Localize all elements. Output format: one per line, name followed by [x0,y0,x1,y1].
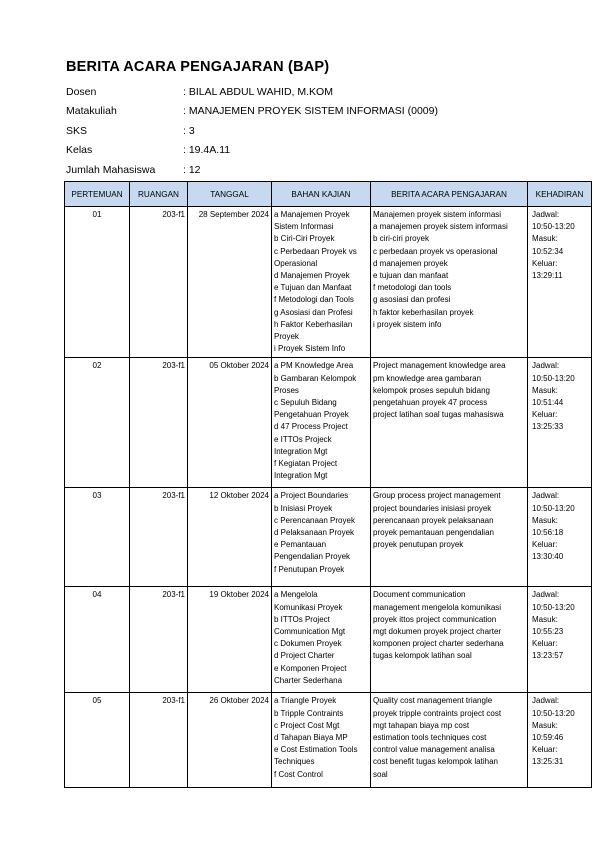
cell-bahan-kajian-line: e Komponen Project [274,663,347,673]
cell-berita-acara-line: proyek tripple contraints project cost [373,708,502,718]
cell-bahan-kajian-line: e ITTOs Projeck [274,434,332,444]
cell-kehadiran [528,693,592,788]
info-value: : BILAL ABDUL WAHID, M.KOM [183,85,333,98]
info-label: Dosen [66,85,97,98]
cell-bahan-kajian-line: g Asosiasi dan Profesi [274,307,353,317]
info-value: : 12 [183,163,201,176]
cell-kehadiran [528,207,592,358]
cell-kehadiran-line: 10:50-13:20 [532,503,575,513]
cell-bahan-kajian-line: f Metodologi dan Tools [274,295,354,305]
cell-berita-acara [371,488,528,587]
info-value: : MANAJEMEN PROYEK SISTEM INFORMASI (0009) [183,105,438,118]
cell-pertemuan: 02 [65,358,130,488]
cell-bahan-kajian-line: Techniques [274,757,315,767]
cell-berita-acara-line: perencanaan proyek pelaksanaan [373,515,494,525]
table-body [65,207,592,788]
cell-bahan-kajian-line: a PM Knowledge Area [274,361,354,371]
info-row-jumlah-mahasiswa [66,160,438,180]
info-label: Kelas [66,144,93,157]
cell-bahan-kajian-line: c Project Cost Mgt [274,720,340,730]
cell-berita-acara [371,358,528,488]
cell-berita-acara-line: mgt tahapan biaya mp cost [373,720,470,730]
cell-pertemuan: 05 [65,693,130,788]
cell-kehadiran-line: 10:50-13:20 [532,602,575,612]
cell-ruangan: 203-f1 [130,693,188,788]
cell-bahan-kajian [272,207,371,358]
cell-berita-acara-line: pm knowledge area gambaran [373,373,482,383]
cell-bahan-kajian-line: e Tujuan dan Manfaat [274,283,352,293]
header-ruangan: RUANGAN [130,182,188,207]
cell-tanggal: 19 Oktober 2024 [188,587,272,693]
cell-bahan-kajian-line: c Perencanaan Proyek [274,515,355,525]
cell-bahan-kajian-line: e Pemantauan [274,540,327,550]
cell-berita-acara-line: management mengelola komunikasi [373,602,502,612]
cell-pertemuan: 04 [65,587,130,693]
cell-bahan-kajian-line: Proses [274,385,299,395]
cell-pertemuan: 03 [65,488,130,587]
cell-bahan-kajian-line: d Project Charter [274,651,335,661]
cell-tanggal: 28 September 2024 [188,207,272,358]
cell-berita-acara-line: proyek pemantauan pengendalian [373,528,494,538]
cell-bahan-kajian-line: Komunikasi Proyek [274,602,343,612]
cell-bahan-kajian-line: h Faktor Keberhasilan [274,319,353,329]
cell-berita-acara-line: f metodologi dan tools [373,283,452,293]
cell-tanggal: 05 Oktober 2024 [188,358,272,488]
cell-berita-acara [371,207,528,358]
cell-berita-acara-line: i proyek sistem info [373,319,442,329]
page-title: BERITA ACARA PENGAJARAN (BAP) [66,59,330,75]
cell-bahan-kajian-line: Integration Mgt [274,446,328,456]
cell-berita-acara-line: Document communication [373,590,466,600]
cell-kehadiran-line: 13:29:11 [532,271,563,281]
cell-bahan-kajian-line: f Kegiatan Project [274,459,338,469]
cell-kehadiran [528,488,592,587]
cell-kehadiran-line: 13:30:40 [532,552,564,562]
table-row [65,587,592,693]
cell-kehadiran-line: Jadwal: [532,210,560,219]
cell-bahan-kajian-line: b Gambaran Kelompok [274,373,357,383]
cell-bahan-kajian [272,358,371,488]
info-value: : 3 [183,124,195,137]
cell-bahan-kajian-line: Pengendalian Proyek [274,552,351,562]
cell-kehadiran-line: Keluar: [532,258,558,268]
bap-table [64,181,592,788]
cell-bahan-kajian-line: i Proyek Sistem Info [274,344,346,354]
cell-berita-acara-line: soal [373,769,388,779]
cell-bahan-kajian [272,587,371,693]
cell-kehadiran-line: Keluar: [532,410,558,420]
header-kehadiran: KEHADIRAN [528,182,592,207]
cell-bahan-kajian-line: Operasional [274,258,318,268]
cell-berita-acara-line: kelompok proses sepuluh bidang [373,385,490,395]
cell-tanggal: 12 Oktober 2024 [188,488,272,587]
header-tanggal: TANGGAL [188,182,272,207]
cell-pertemuan: 01 [65,207,130,358]
info-value: : 19.4A.11 [183,144,231,157]
table-row [65,488,592,587]
cell-kehadiran-line: Jadwal: [532,491,560,501]
cell-bahan-kajian-line: e Cost Estimation Tools [274,745,358,755]
cell-berita-acara-line: control value management analisa [373,745,495,755]
cell-bahan-kajian-line: a Triangle Proyek [274,696,337,706]
cell-berita-acara-line: cost benefit tugas kelompok latihan [373,757,498,767]
cell-bahan-kajian-line: a Mengelola [274,590,318,600]
cell-berita-acara-line: d manajemen proyek [373,258,448,268]
cell-bahan-kajian-line: b Inisiasi Proyek [274,503,333,513]
cell-kehadiran-line: Masuk: [532,234,558,244]
cell-kehadiran-line: 10:50-13:20 [532,222,575,232]
cell-berita-acara-line: c perbedaan proyek vs operasional [373,246,498,256]
cell-berita-acara-line: proyek penutupan proyek [373,540,464,550]
cell-bahan-kajian-line: Pengetahuan Proyek [274,410,349,420]
cell-bahan-kajian-line: d Tahapan Biaya MP [274,733,348,743]
course-info [66,82,438,180]
cell-berita-acara [371,693,528,788]
cell-bahan-kajian-line: Proyek [274,332,299,342]
cell-kehadiran-line: Keluar: [532,540,558,550]
cell-berita-acara-line: b ciri-ciri proyek [373,234,430,244]
cell-ruangan: 203-f1 [130,587,188,693]
cell-berita-acara-line: e tujuan dan manfaat [373,271,449,281]
info-label: SKS [66,124,88,137]
cell-berita-acara-line: project latihan soal tugas mahasiswa [373,410,504,420]
table-header-row [65,182,592,207]
cell-bahan-kajian-line: a Project Boundaries [274,491,349,501]
cell-bahan-kajian-line: Communication Mgt [274,627,346,637]
cell-kehadiran-line: 10:50-13:20 [532,373,575,383]
info-row-dosen [66,82,438,102]
cell-kehadiran-line: 10:50-13:20 [532,708,575,718]
cell-bahan-kajian-line: c Sepuluh Bidang [274,398,337,408]
cell-berita-acara-line: Quality cost management triangle [373,696,493,706]
cell-bahan-kajian-line: d 47 Process Project [274,422,348,432]
cell-berita-acara-line: mgt dokumen proyek project charter [373,627,502,637]
table-row [65,207,592,358]
cell-bahan-kajian-line: Sistem Informasi [274,222,334,232]
cell-kehadiran-line: Keluar: [532,639,558,649]
cell-kehadiran-line: Jadwal: [532,590,560,600]
info-label: Jumlah Mahasiswa [66,163,156,176]
cell-bahan-kajian-line: b ITTOs Project [274,614,330,624]
cell-berita-acara-line: h faktor keberhasilan proyek [373,307,474,317]
cell-kehadiran-line: 13:25:33 [532,422,564,432]
info-row-matakuliah [66,102,438,122]
cell-bahan-kajian-line: Integration Mgt [274,471,328,481]
cell-berita-acara-line: komponen project charter sederhana [373,639,504,649]
cell-bahan-kajian [272,693,371,788]
cell-ruangan: 203-f1 [130,488,188,587]
cell-kehadiran-line: Masuk: [532,385,558,395]
cell-kehadiran-line: Masuk: [532,515,558,525]
cell-bahan-kajian-line: f Penutupan Proyek [274,564,345,574]
cell-kehadiran-line: 10:55:23 [532,627,564,637]
cell-berita-acara-line: pengetahuan proyek 47 process [373,398,488,408]
cell-berita-acara-line: Project management knowledge area [373,361,506,371]
cell-kehadiran-line: Keluar: [532,745,558,755]
cell-kehadiran-line: Jadwal: [532,361,560,371]
cell-bahan-kajian-line: c Dokumen Proyek [274,639,342,649]
cell-kehadiran [528,358,592,488]
cell-bahan-kajian-line: Charter Sederhana [274,675,343,685]
cell-berita-acara-line: proyek ittos project communication [373,614,497,624]
cell-ruangan: 203-f1 [130,358,188,488]
cell-kehadiran-line: 13:23:57 [532,651,564,661]
cell-bahan-kajian-line: d Manajemen Proyek [274,271,350,281]
cell-kehadiran-line: Jadwal: [532,696,560,706]
cell-kehadiran-line: Masuk: [532,614,558,624]
cell-bahan-kajian-line: d Pelaksanaan Proyek [274,528,355,538]
header-bahan-kajian: BAHAN KAJIAN [272,182,371,207]
cell-berita-acara-line: Manajemen proyek sistem informasi [373,210,502,219]
header-berita-acara: BERITA ACARA PENGAJARAN [371,182,528,207]
cell-ruangan: 203-f1 [130,207,188,358]
table-row [65,358,592,488]
table-row [65,693,592,788]
cell-kehadiran-line: 10:51:44 [532,398,564,408]
cell-kehadiran-line: 13:25:31 [532,757,564,767]
cell-kehadiran-line: 10:56:18 [532,528,564,538]
cell-berita-acara-line: project boundaries inisiasi proyek [373,503,492,513]
cell-kehadiran [528,587,592,693]
cell-berita-acara-line: a manajemen proyek sistem informasi [373,222,508,232]
cell-bahan-kajian-line: a Manajemen Proyek [274,210,350,219]
cell-berita-acara-line: tugas kelompok latihan soal [373,651,472,661]
cell-berita-acara-line: estimation tools techniques cost [373,733,487,743]
cell-berita-acara-line: g asosiasi dan profesi [373,295,451,305]
cell-bahan-kajian-line: b Tripple Contraints [274,708,344,718]
info-row-kelas [66,141,438,161]
cell-kehadiran-line: 10:52:34 [532,246,564,256]
cell-berita-acara [371,587,528,693]
header-pertemuan: PERTEMUAN [65,182,130,207]
info-label: Matakuliah [66,105,117,118]
cell-kehadiran-line: 10:59:46 [532,733,564,743]
cell-bahan-kajian-line: c Perbedaan Proyek vs [274,246,357,256]
cell-bahan-kajian-line: b Ciri-Ciri Proyek [274,234,335,244]
cell-berita-acara-line: Group process project management [373,491,501,501]
cell-kehadiran-line: Masuk: [532,720,558,730]
cell-bahan-kajian-line: f Cost Control [274,769,323,779]
cell-tanggal: 26 Oktober 2024 [188,693,272,788]
cell-bahan-kajian [272,488,371,587]
info-row-sks [66,121,438,141]
